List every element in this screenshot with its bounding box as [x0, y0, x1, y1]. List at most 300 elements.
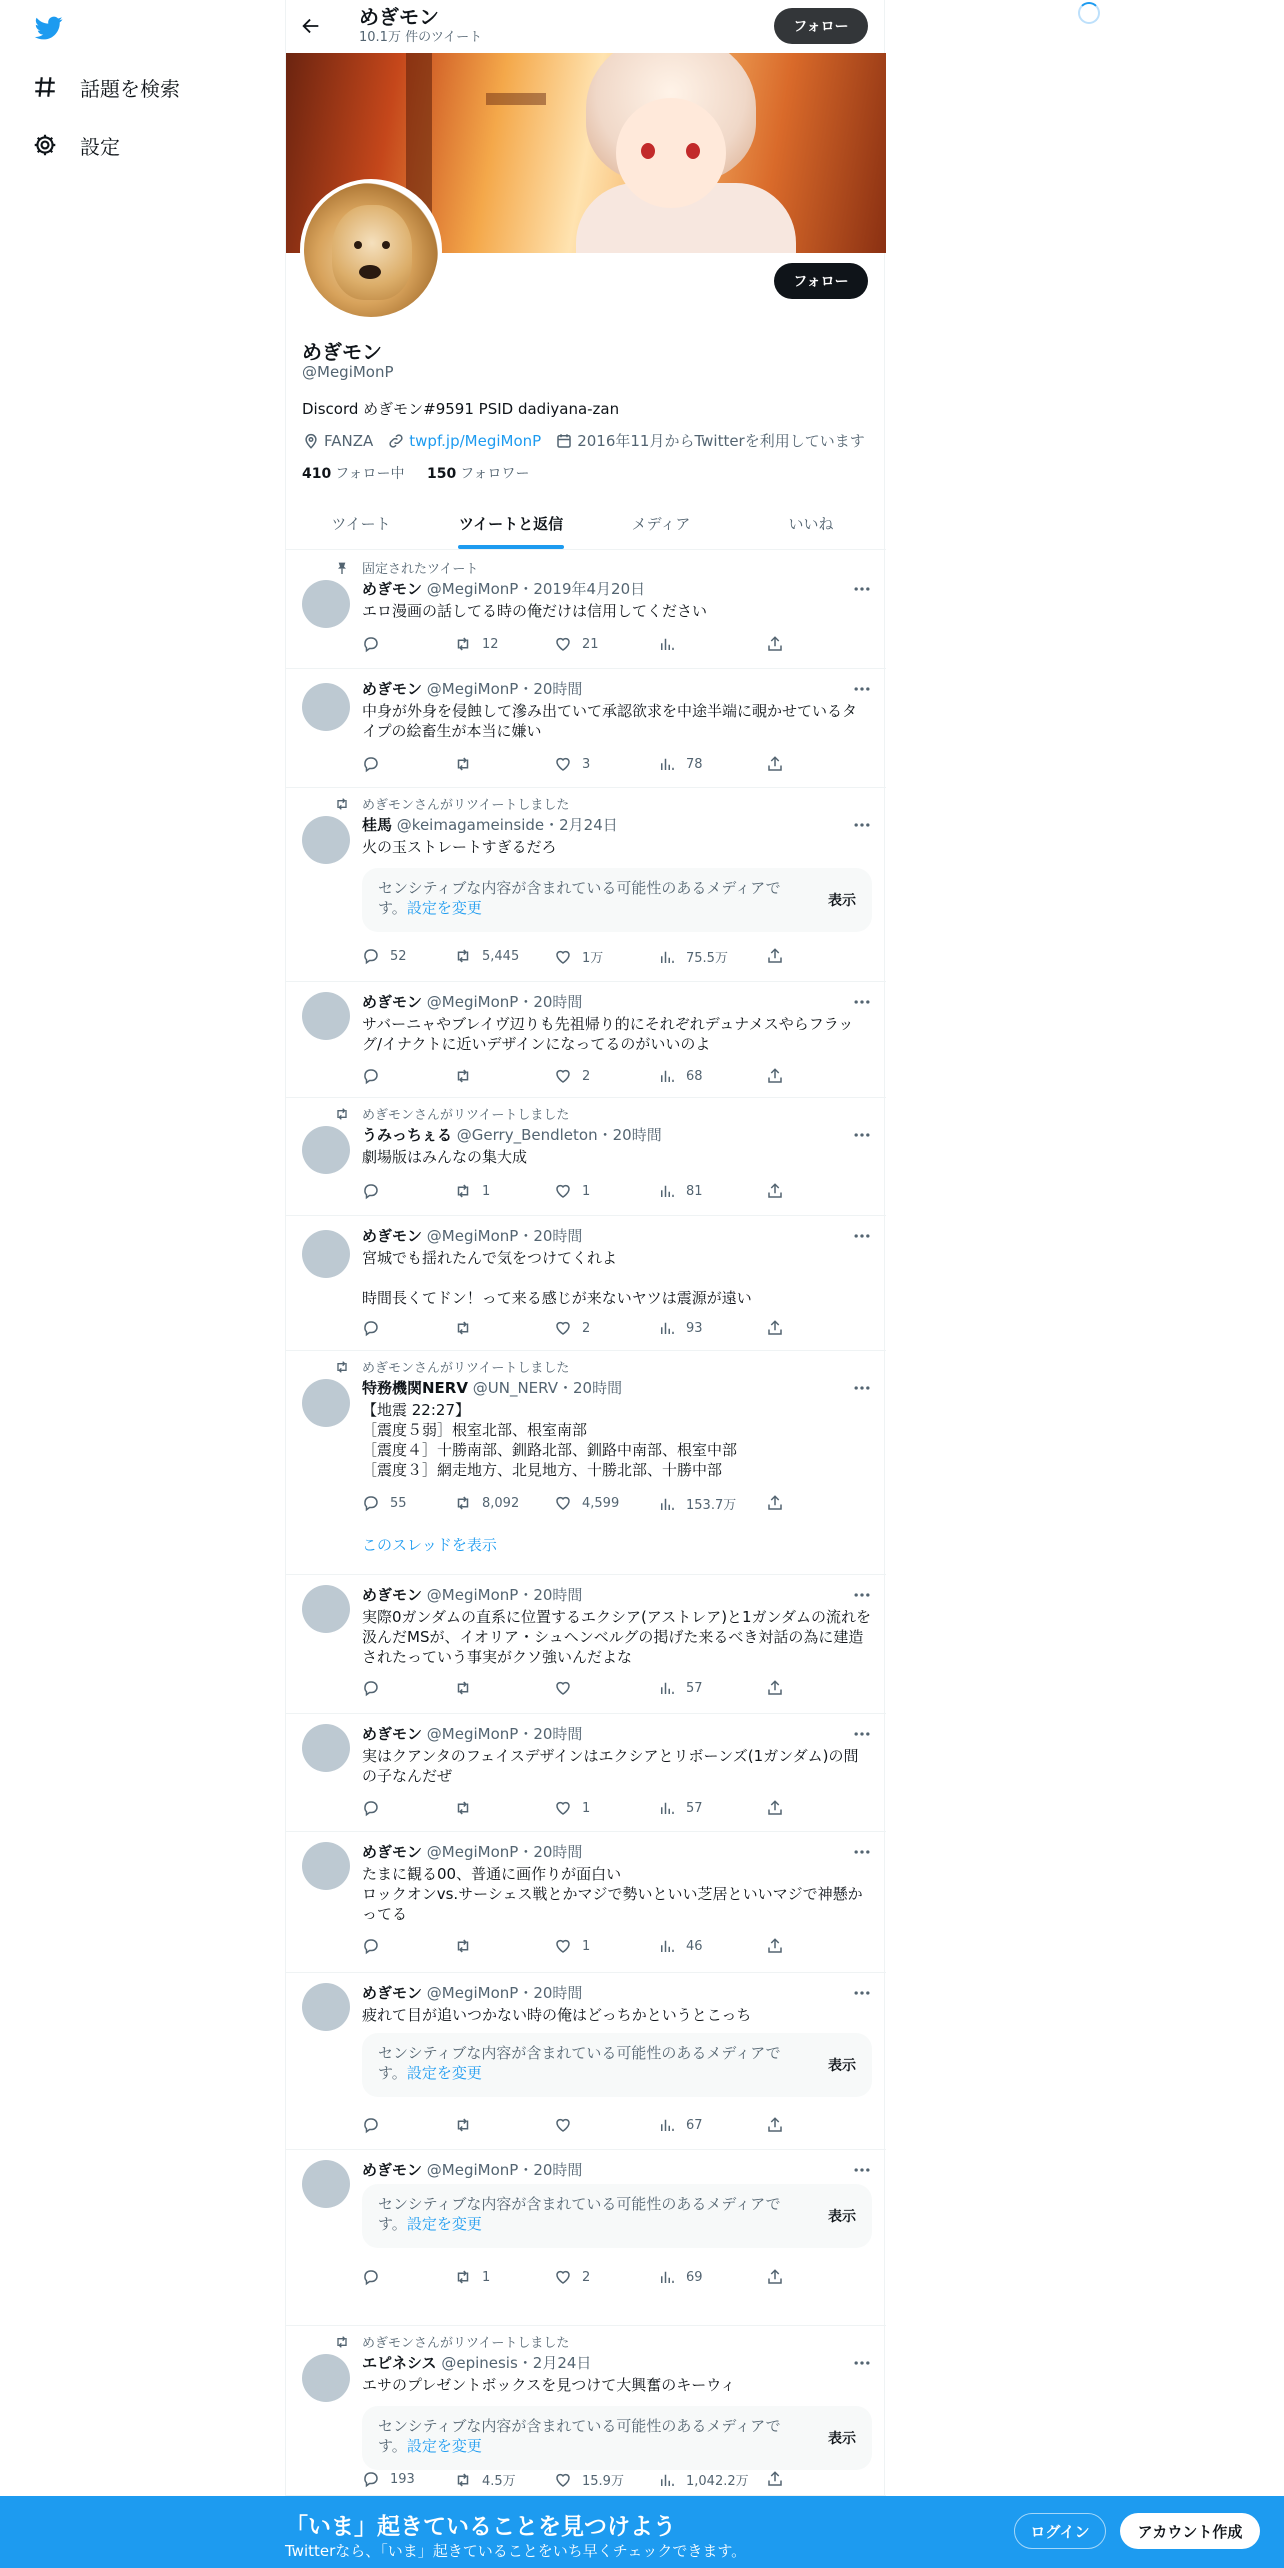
retweet-button[interactable]: [454, 1799, 482, 1817]
retweet-context-icon: [334, 1359, 350, 1375]
banner-shape: [641, 143, 655, 159]
following-link[interactable]: 410 フォロー中: [302, 466, 405, 482]
more-options-icon[interactable]: [852, 1226, 872, 1246]
profile-bio: Discord めぎモン#9591 PSID dadiyana-zan: [302, 400, 620, 418]
views-icon: [658, 2116, 676, 2134]
share-button[interactable]: [766, 2116, 794, 2134]
reply-icon: [362, 1679, 380, 1697]
tweet-context: めぎモンさんがリツイートしました: [334, 2332, 569, 2351]
tweet-item[interactable]: [286, 1714, 886, 1832]
more-options-icon[interactable]: [852, 579, 872, 599]
sidebar-item-explore[interactable]: [32, 67, 180, 107]
share-button[interactable]: [766, 755, 794, 773]
reply-button[interactable]: [362, 1937, 390, 1955]
reply-icon: [362, 1494, 380, 1512]
login-button[interactable]: ログイン: [1014, 2513, 1106, 2549]
banner-shape: [486, 93, 546, 105]
share-button[interactable]: [766, 1182, 794, 1200]
views-icon: [658, 755, 676, 773]
tweet-item[interactable]: [286, 1832, 886, 1973]
retweet-icon: [454, 2268, 472, 2286]
more-options-icon[interactable]: [852, 1842, 872, 1862]
tweet-actions: [362, 2470, 802, 2490]
tweet-author-name[interactable]: めぎモン: [362, 2161, 423, 2179]
reply-button[interactable]: [362, 947, 407, 965]
tweet-author-meta: @epinesis・2月24日: [441, 2354, 592, 2372]
reply-button[interactable]: [362, 1319, 390, 1337]
tweet-item[interactable]: [286, 2326, 886, 2496]
share-icon: [766, 1799, 784, 1817]
like-button[interactable]: [554, 1067, 590, 1085]
views-icon: [658, 948, 676, 966]
reply-count: 55: [390, 1495, 407, 1511]
retweet-button[interactable]: [454, 2470, 516, 2489]
tweet-actions: [362, 1494, 802, 1514]
tweet-text: 【地震 22:27】 ［震度５弱］根室北部、根室南部 ［震度４］十勝南部、釧路北部、釧路中南部、根室中部 ［震度３］網走地方、北見地方、十勝北部、十勝中部: [362, 1401, 738, 1479]
tweet-text: 中身が外身を侵蝕して滲み出ていて承認欲求を中途半端に覗かせているタ イプの絵畜生が本当に嫌い: [362, 702, 858, 740]
retweet-button[interactable]: [454, 1679, 482, 1697]
retweet-icon: [454, 635, 472, 653]
share-button[interactable]: [766, 2268, 794, 2286]
share-icon: [766, 2470, 784, 2488]
share-icon: [766, 755, 784, 773]
reply-button[interactable]: [362, 2268, 390, 2286]
share-icon: [766, 2268, 784, 2286]
share-icon: [766, 1494, 784, 1512]
views-count: 78: [686, 756, 703, 772]
tweet-author-name[interactable]: めぎモン: [362, 580, 423, 598]
profile-header: [286, 0, 884, 53]
tweet-header: [362, 1225, 582, 1246]
tweet-header: [362, 1982, 582, 2003]
tweet-actions: [362, 635, 802, 655]
views-button[interactable]: [658, 635, 686, 653]
tweet-author-name[interactable]: めぎモン: [362, 1586, 423, 1604]
views-button[interactable]: [658, 1182, 703, 1200]
share-button[interactable]: [766, 1937, 794, 1955]
tweet-avatar[interactable]: [302, 1724, 350, 1772]
reply-button[interactable]: [362, 635, 390, 653]
retweet-count: 12: [482, 636, 499, 652]
like-count: 2: [582, 1068, 591, 1084]
show-thread-link[interactable]: このスレッドを表示: [362, 1536, 497, 1554]
change-settings-link[interactable]: 設定を変更: [406, 2064, 482, 2082]
views-icon: [658, 1319, 676, 1337]
tweet-actions: [362, 2116, 802, 2136]
views-button[interactable]: [658, 1319, 703, 1337]
views-icon: [658, 2471, 676, 2489]
like-count: 15.9万: [582, 2474, 624, 2489]
share-icon: [766, 1319, 784, 1337]
reply-icon: [362, 755, 380, 773]
like-button[interactable]: [554, 1182, 590, 1200]
tweet-header: [362, 1841, 582, 1862]
link-icon: [387, 432, 405, 450]
tweet-avatar[interactable]: [302, 580, 350, 628]
retweet-context-icon: [334, 2334, 350, 2350]
retweet-context-icon: [334, 796, 350, 812]
like-button[interactable]: [554, 1937, 590, 1955]
views-count: 69: [686, 2269, 703, 2285]
like-icon: [554, 1937, 572, 1955]
like-button[interactable]: [554, 2470, 624, 2489]
reply-button[interactable]: [362, 1679, 390, 1697]
sidebar-item-settings[interactable]: [32, 125, 120, 165]
views-count: 1,042.2万: [686, 2474, 749, 2489]
reply-icon: [362, 2268, 380, 2286]
hashtag-icon: [32, 74, 58, 100]
reply-button[interactable]: [362, 755, 390, 773]
tweet-actions: [362, 1182, 802, 1202]
change-settings-link[interactable]: 設定を変更: [406, 899, 482, 917]
tweet-author-meta: @keimagameinside・2月24日: [396, 816, 618, 834]
tweet-avatar[interactable]: [302, 1379, 350, 1427]
tweet-author-meta: @MegiMonP・20時間: [426, 1725, 583, 1743]
tweet-header: [362, 991, 582, 1012]
share-icon: [766, 1182, 784, 1200]
tweet-item[interactable]: [286, 1973, 886, 2150]
tweet-actions: [362, 1319, 802, 1339]
profile-link-text[interactable]: twpf.jp/MegiMonP: [409, 431, 542, 450]
views-count: 57: [686, 1680, 703, 1696]
profile-link[interactable]: [387, 432, 541, 450]
tweet-item[interactable]: [286, 552, 886, 669]
tweet-text: 劇場版はみんなの集大成: [362, 1148, 528, 1166]
like-button[interactable]: [554, 755, 590, 773]
like-count: 3: [582, 756, 591, 772]
twitter-bird-icon[interactable]: [33, 14, 65, 42]
reply-count: 52: [390, 948, 407, 964]
tweet-context: 固定されたツイート: [334, 558, 478, 577]
tweet-item[interactable]: [286, 1098, 886, 1216]
show-media-button[interactable]: 表示: [828, 2431, 856, 2447]
retweet-button[interactable]: [454, 1937, 482, 1955]
tweet-text: サバーニャやブレイヴ辺りも先祖帰り的にそれぞれデュナメスやらフラッ グ/イナクトに近いデザインになってるのがいいのよ: [362, 1015, 854, 1053]
share-button[interactable]: [766, 635, 794, 653]
tweet-author-meta: @Gerry_Bendleton・20時間: [456, 1126, 662, 1144]
tweet-avatar[interactable]: [302, 1983, 350, 2031]
like-icon: [554, 2268, 572, 2286]
sensitive-media-notice: [362, 2184, 872, 2248]
tweet-item[interactable]: [286, 1575, 886, 1714]
profile-meta: [302, 430, 879, 451]
more-options-icon[interactable]: [852, 2160, 872, 2180]
reply-button[interactable]: [362, 1494, 407, 1512]
like-count: 1万: [582, 951, 604, 966]
tweet-item[interactable]: [286, 982, 886, 1098]
like-icon: [554, 1182, 572, 1200]
show-media-button[interactable]: 表示: [828, 893, 856, 909]
tweet-item[interactable]: [286, 1216, 886, 1351]
tweet-item[interactable]: [286, 2150, 886, 2326]
views-button[interactable]: [658, 2116, 703, 2134]
views-button[interactable]: [658, 947, 728, 966]
retweet-button[interactable]: [454, 635, 499, 653]
reply-icon: [362, 1799, 380, 1817]
more-options-icon[interactable]: [852, 2353, 872, 2373]
tweet-author-meta: @MegiMonP・20時間: [426, 1227, 583, 1245]
retweet-icon: [454, 2116, 472, 2134]
profile-stats: [302, 463, 530, 483]
share-button[interactable]: [766, 1799, 794, 1817]
share-icon: [766, 1067, 784, 1085]
main-column: [285, 0, 885, 2568]
like-icon: [554, 635, 572, 653]
retweet-icon: [454, 1799, 472, 1817]
signup-banner-title: 「いま」起きていることを見つけよう: [285, 2514, 676, 2540]
tweet-avatar[interactable]: [302, 1842, 350, 1890]
reply-icon: [362, 2116, 380, 2134]
header-title: [359, 4, 482, 46]
retweet-context-icon: [334, 1106, 350, 1122]
tweet-author-name[interactable]: エピネシス: [362, 2354, 437, 2372]
tweet-author-meta: @MegiMonP・20時間: [426, 680, 583, 698]
views-button[interactable]: [658, 1067, 703, 1085]
reply-icon: [362, 947, 380, 965]
location-text: FANZA: [324, 431, 374, 450]
like-icon: [554, 1494, 572, 1512]
tweet-author-name[interactable]: めぎモン: [362, 993, 423, 1011]
like-count: 2: [582, 2269, 591, 2285]
tweet-text: 実はクアンタのフェイスデザインはエクシアとリボーンズ(1ガンダム)の間 の子なんだぜ: [362, 1747, 859, 1785]
tweet-text: 火の玉ストレートすぎるだろ: [362, 838, 557, 856]
like-icon: [554, 948, 572, 966]
tweet-item[interactable]: [286, 788, 886, 982]
views-icon: [658, 635, 676, 653]
reply-button[interactable]: [362, 1182, 390, 1200]
tweet-author-meta: @MegiMonP・20時間: [426, 1843, 583, 1861]
retweet-button[interactable]: [454, 755, 482, 773]
views-count: 46: [686, 1938, 703, 1954]
change-settings-link[interactable]: 設定を変更: [406, 2215, 482, 2233]
tweet-author-name[interactable]: 桂馬: [362, 816, 393, 834]
tweet-author-name[interactable]: 特務機関NERV: [362, 1379, 468, 1397]
tweet-text: エロ漫画の話してる時の俺だけは信用してください: [362, 602, 708, 620]
views-button[interactable]: [658, 1494, 736, 1513]
like-count: 2: [582, 1320, 591, 1336]
gear-icon: [32, 132, 58, 158]
pin-icon: [334, 560, 350, 576]
tweet-avatar[interactable]: [302, 2354, 350, 2402]
header-follow-button[interactable]: フォロー: [774, 8, 868, 44]
views-icon: [658, 1067, 676, 1085]
tweet-author-name[interactable]: めぎモン: [362, 1725, 423, 1743]
retweet-icon: [454, 1067, 472, 1085]
reply-button[interactable]: [362, 2116, 390, 2134]
retweet-icon: [454, 1182, 472, 1200]
views-icon: [658, 1182, 676, 1200]
retweet-count: 8,092: [482, 1495, 520, 1511]
views-count: 153.7万: [686, 1498, 737, 1513]
tweet-avatar[interactable]: [302, 816, 350, 864]
like-button[interactable]: [554, 635, 599, 653]
share-button[interactable]: [766, 1679, 794, 1697]
reply-button[interactable]: [362, 1067, 390, 1085]
retweet-button[interactable]: [454, 1494, 519, 1512]
joined-text: 2016年11月からTwitterを利用しています: [577, 432, 865, 450]
share-icon: [766, 1937, 784, 1955]
views-button[interactable]: [658, 755, 703, 773]
loading-spinner-icon: [1078, 2, 1100, 24]
banner-shape: [686, 143, 700, 159]
like-button[interactable]: [554, 947, 603, 966]
retweet-icon: [454, 1679, 472, 1697]
retweet-button[interactable]: [454, 1182, 490, 1200]
views-icon: [658, 1799, 676, 1817]
tweet-actions: [362, 1799, 802, 1819]
retweet-icon: [454, 2471, 472, 2489]
sensitive-notice-text: センシティブな内容が含まれている可能性のあるメディアです。設定を変更: [378, 879, 781, 917]
share-icon: [766, 947, 784, 965]
show-media-button[interactable]: 表示: [828, 2058, 856, 2074]
like-button[interactable]: [554, 1679, 582, 1697]
signup-banner: [0, 2496, 1284, 2568]
tweet-actions: [362, 1679, 802, 1699]
views-count: 93: [686, 1320, 703, 1336]
views-icon: [658, 2268, 676, 2286]
like-button[interactable]: [554, 2116, 582, 2134]
share-button[interactable]: [766, 1494, 794, 1512]
retweet-button[interactable]: [454, 1319, 482, 1337]
share-button[interactable]: [766, 947, 794, 965]
tweet-avatar[interactable]: [302, 992, 350, 1040]
tab-likes[interactable]: いいね: [788, 514, 834, 533]
tab-tweets-and-replies[interactable]: ツイートと返信: [436, 497, 586, 549]
share-button[interactable]: [766, 2470, 794, 2488]
avatar-shape: [382, 241, 390, 249]
reply-button[interactable]: [362, 1799, 390, 1817]
location-pin-icon: [302, 432, 320, 450]
tweet-header: [362, 1377, 622, 1398]
like-button[interactable]: [554, 1319, 590, 1337]
sidebar-item-label: 話題を検索: [80, 76, 180, 101]
header-tweet-count: 10.1万 件のツイート: [359, 30, 483, 45]
more-options-icon[interactable]: [852, 1125, 872, 1145]
reply-icon: [362, 635, 380, 653]
tweet-actions: [362, 1937, 802, 1957]
reply-icon: [362, 1319, 380, 1337]
views-button[interactable]: [658, 2268, 703, 2286]
more-options-icon[interactable]: [852, 815, 872, 835]
profile-follow-button[interactable]: フォロー: [774, 263, 868, 299]
tweet-author-name[interactable]: めぎモン: [362, 1984, 423, 2002]
tab-media[interactable]: メディア: [631, 514, 691, 533]
tweet-author-name[interactable]: めぎモン: [362, 1227, 423, 1245]
more-options-icon[interactable]: [852, 679, 872, 699]
more-options-icon[interactable]: [852, 1585, 872, 1605]
show-media-button[interactable]: 表示: [828, 2209, 856, 2225]
tweet-text: 宮城でも揺れたんで気をつけてくれよ 時間長くてドン！って来る感じが来ないヤツは震源が遠い: [362, 1249, 752, 1307]
views-button[interactable]: [658, 1937, 703, 1955]
share-button[interactable]: [766, 1067, 794, 1085]
sensitive-media-notice: [362, 2033, 872, 2097]
views-button[interactable]: [658, 2470, 749, 2489]
views-count: 57: [686, 1800, 703, 1816]
profile-name: めぎモン: [302, 340, 382, 364]
tweet-avatar[interactable]: [302, 1585, 350, 1633]
like-count: 1: [582, 1800, 591, 1816]
tweet-actions: [362, 1067, 802, 1087]
tweet-header: [362, 814, 618, 835]
profile-avatar[interactable]: [300, 179, 442, 321]
avatar-shape: [332, 205, 412, 300]
tweet-avatar[interactable]: [302, 683, 350, 731]
change-settings-link[interactable]: 設定を変更: [406, 2437, 482, 2455]
tweet-avatar[interactable]: [302, 2160, 350, 2208]
views-icon: [658, 1679, 676, 1697]
like-button[interactable]: [554, 1799, 590, 1817]
share-button[interactable]: [766, 1319, 794, 1337]
retweet-icon: [454, 947, 472, 965]
retweet-icon: [454, 1319, 472, 1337]
tab-tweets[interactable]: ツイート: [331, 514, 391, 533]
tweet-header: [362, 2352, 591, 2373]
views-button[interactable]: [658, 1799, 703, 1817]
sidebar-item-label: 設定: [80, 134, 120, 159]
retweet-count: 5,445: [482, 948, 520, 964]
sensitive-notice-text: センシティブな内容が含まれている可能性のあるメディアです。設定を変更: [378, 2195, 781, 2233]
sensitive-media-notice: [362, 2406, 872, 2470]
sensitive-notice-text: センシティブな内容が含まれている可能性のあるメディアです。設定を変更: [378, 2417, 781, 2455]
tweet-header: [362, 578, 645, 599]
like-icon: [554, 755, 572, 773]
more-options-icon[interactable]: [852, 1378, 872, 1398]
tweet-author-name[interactable]: めぎモン: [362, 680, 423, 698]
reply-button[interactable]: [362, 2470, 415, 2488]
like-button[interactable]: [554, 1494, 619, 1512]
tweet-item[interactable]: [286, 1351, 886, 1575]
tweet-author-name[interactable]: うみっちぇる: [362, 1126, 453, 1144]
tweet-header: [362, 2159, 582, 2180]
retweet-count: 1: [482, 1183, 491, 1199]
tweet-author-name[interactable]: めぎモン: [362, 1843, 423, 1861]
more-options-icon[interactable]: [852, 1983, 872, 2003]
views-button[interactable]: [658, 1679, 703, 1697]
signup-button[interactable]: アカウント作成: [1120, 2513, 1260, 2549]
back-arrow-icon[interactable]: [300, 15, 322, 37]
tweet-author-meta: @MegiMonP・20時間: [426, 2161, 583, 2179]
tweet-avatar[interactable]: [302, 1126, 350, 1174]
tweet-text: エサのプレゼントボックスを見つけて大興奮のキーウィ: [362, 2376, 736, 2394]
tweet-context: めぎモンさんがリツイートしました: [334, 1104, 569, 1123]
profile-location: [302, 432, 373, 450]
views-count: 67: [686, 2117, 703, 2133]
retweet-button[interactable]: [454, 1067, 482, 1085]
followers-link[interactable]: 150 フォロワー: [427, 466, 530, 482]
reply-count: 193: [390, 2471, 415, 2487]
like-button[interactable]: [554, 2268, 590, 2286]
profile-joined: [555, 430, 865, 451]
avatar-shape: [359, 265, 381, 279]
share-icon: [766, 2116, 784, 2134]
retweet-button[interactable]: [454, 2116, 482, 2134]
retweet-button[interactable]: [454, 947, 519, 965]
views-count: 75.5万: [686, 951, 728, 966]
tweet-avatar[interactable]: [302, 1230, 350, 1278]
more-options-icon[interactable]: [852, 992, 872, 1012]
tweet-author-meta: @UN_NERV・20時間: [472, 1379, 623, 1397]
tweet-actions: [362, 2268, 802, 2288]
like-icon: [554, 1799, 572, 1817]
views-icon: [658, 1937, 676, 1955]
tweet-item[interactable]: [286, 669, 886, 788]
share-icon: [766, 635, 784, 653]
more-options-icon[interactable]: [852, 1724, 872, 1744]
retweet-button[interactable]: [454, 2268, 490, 2286]
reply-icon: [362, 1182, 380, 1200]
tweet-context: めぎモンさんがリツイートしました: [334, 794, 569, 813]
retweet-count: 1: [482, 2269, 491, 2285]
